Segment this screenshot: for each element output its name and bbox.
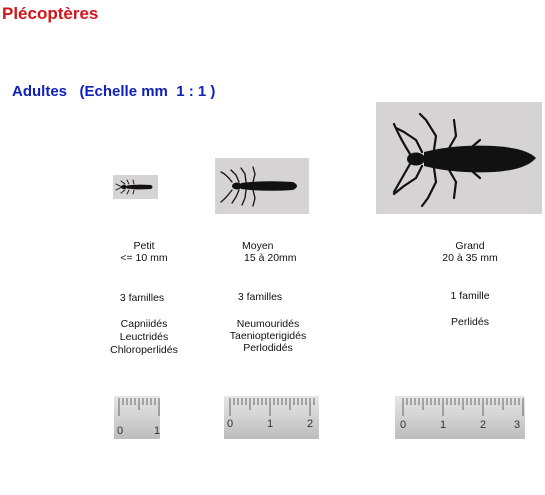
size-range-medium: 15 à 20mm [244, 252, 297, 264]
section-subtitle: Adultes (Echelle mm 1 : 1 ) [12, 83, 216, 100]
family-count-medium: 3 familles [237, 291, 283, 303]
page-title: Plécoptères [2, 4, 99, 23]
ruler-tick-label: 2 [307, 418, 314, 430]
ruler-tick-label: 1 [154, 425, 160, 437]
stonefly-silhouette-icon [113, 175, 158, 199]
size-range-small: <= 10 mm [120, 252, 168, 264]
family-name: Leuctridés [119, 331, 169, 343]
ruler-tick-label: 1 [267, 418, 274, 430]
family-count-small: 3 familles [119, 292, 165, 304]
family-name: Chloroperlidés [110, 344, 178, 356]
ruler-tick-label: 0 [227, 418, 234, 430]
stonefly-silhouette-icon [215, 158, 309, 214]
ruler-tick-label: 3 [514, 419, 521, 431]
family-name: Perlodidés [243, 342, 293, 354]
ruler-large [395, 396, 525, 439]
photo-medium [215, 158, 309, 214]
ruler-tick-label: 2 [480, 419, 487, 431]
photo-small [113, 175, 158, 199]
ruler-icon [114, 396, 160, 439]
ruler-medium [224, 396, 319, 439]
stonefly-silhouette-icon [376, 102, 542, 214]
ruler-icon [224, 396, 319, 439]
family-name: Neumouridés [236, 318, 300, 330]
family-name: Taeniopterigidés [229, 330, 307, 342]
size-range-large: 20 à 35 mm [442, 252, 498, 264]
ruler-icon [395, 396, 525, 439]
size-label-small: Petit [133, 240, 155, 252]
photo-large [376, 102, 542, 214]
family-name: Capniidés [120, 318, 168, 330]
family-count-large: 1 famille [450, 290, 490, 302]
ruler-small [114, 396, 160, 439]
ruler-tick-label: 0 [117, 425, 124, 437]
size-label-medium: Moyen [242, 240, 274, 252]
ruler-tick-label: 1 [440, 419, 447, 431]
ruler-tick-label: 0 [400, 419, 407, 431]
family-name: Perlidés [451, 316, 489, 328]
size-label-large: Grand [455, 240, 485, 252]
